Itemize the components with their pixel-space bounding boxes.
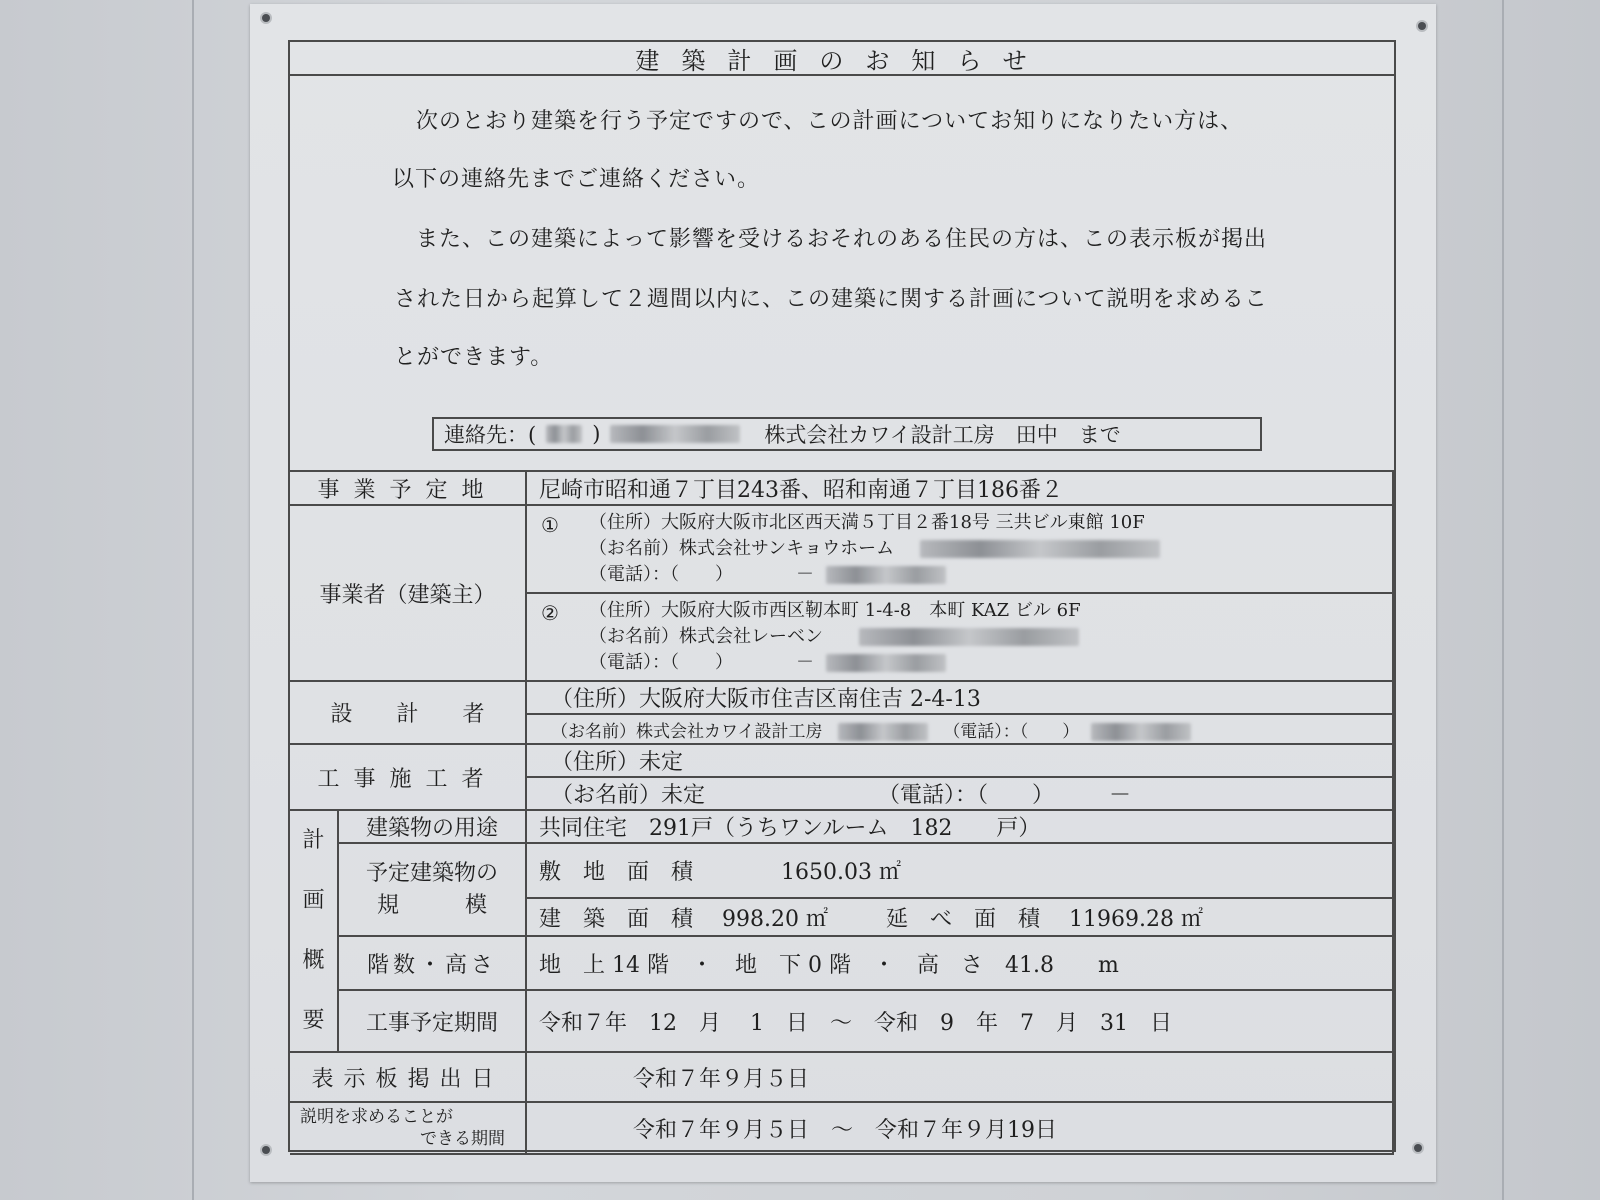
plan-floors-label: 階数・高さ: [338, 936, 526, 990]
plan-side-char: 概: [302, 948, 325, 973]
contact-close-paren: ): [592, 422, 601, 446]
contractor-name: （お名前）未定: [551, 783, 706, 808]
designer-address-row: [290, 681, 1393, 714]
explanation-label-line1: 説明を求めることが: [300, 1107, 453, 1127]
contact-box: [432, 417, 1262, 451]
info-table: [290, 470, 1394, 1155]
contractor-name-cell: [526, 777, 1393, 810]
wall-seam-right: [1502, 0, 1504, 1200]
owner-row: [290, 505, 1393, 681]
paragraph-line-4: された日から起算して２週間以内に、この建築に関する計画について説明を求めるこ: [394, 287, 1268, 312]
plan-floors-row: [290, 936, 1393, 990]
plan-period-label: 工事予定期間: [338, 990, 526, 1052]
screw-icon: [262, 14, 270, 22]
owner-phone: （電話）：（ ） －: [589, 652, 814, 673]
owner-entry-number: ①: [541, 513, 559, 537]
plan-floor-area: 延 べ 面 積 11969.28 ㎡: [886, 906, 1203, 932]
designer-name: （お名前）株式会社カワイ設計工房: [551, 721, 823, 742]
explanation-label-line2: できる期間: [420, 1129, 505, 1149]
plan-side-char: 画: [302, 888, 325, 913]
redacted-phone: [826, 566, 946, 584]
redacted-name: [838, 723, 928, 741]
plan-scale-label: [338, 843, 526, 936]
redacted-area-code: [546, 425, 582, 443]
owner-name: （お名前）株式会社サンキョウホーム: [589, 538, 895, 559]
site-row: [290, 471, 1393, 505]
plan-building-area: 建 築 面 積 998.20 ㎡: [539, 906, 828, 932]
plan-site-area-row: [290, 843, 1393, 898]
plan-floors-value: 地 上 14 階 ・ 地 下 0 階 ・ 高 さ 41.8 m: [526, 936, 1393, 990]
redacted-phone: [826, 654, 946, 672]
wall-seam-left: [192, 0, 194, 1200]
contractor-address-row: [290, 744, 1393, 777]
screw-icon: [1414, 1144, 1422, 1152]
contractor-address: （住所）未定: [526, 744, 1393, 777]
owner-phone-line: [539, 650, 1392, 676]
contact-prefix: 連絡先：(: [444, 423, 537, 447]
contractor-phone: （電話）：（ ） －: [878, 783, 1132, 808]
plan-scale-label-line1: 予定建築物の: [365, 860, 498, 886]
designer-label: 設 計 者: [290, 681, 526, 744]
owner-name: （お名前）株式会社レーベン: [589, 626, 823, 647]
plan-side-char: 要: [302, 1008, 325, 1033]
plan-side-label: [290, 810, 338, 1052]
posting-label: 表示板掲出日: [290, 1052, 526, 1102]
contractor-label: 工事施工者: [290, 744, 526, 810]
owner-entries: [526, 505, 1393, 681]
contact-company: 株式会社カワイ設計工房 田中 まで: [764, 423, 1121, 447]
redacted-phone: [1091, 723, 1191, 741]
owner-name-line: [539, 536, 1392, 562]
plan-period-row: [290, 990, 1393, 1052]
owner-entry-2: [527, 594, 1392, 680]
notice-board: [250, 4, 1436, 1182]
owner-entry-number: ②: [541, 601, 559, 625]
owner-label: 事業者（建築主）: [290, 505, 526, 681]
paragraph-line-5: とができます。: [394, 345, 554, 370]
paragraph-line-1: 次のとおり建築を行う予定ですので、この計画についてお知りになりたい方は、: [416, 109, 1244, 134]
explanation-row: [290, 1102, 1393, 1154]
explanation-value: 令和７年９月５日 ～ 令和７年９月19日: [526, 1102, 1393, 1154]
screw-icon: [262, 1146, 270, 1154]
redacted-phone: [610, 425, 740, 443]
plan-side-char: 計: [302, 828, 325, 853]
plan-area-cell: [526, 898, 1393, 936]
paragraph-line-2: 以下の連絡先までご連絡ください。: [392, 167, 761, 192]
paragraph-line-3: また、この建築によって影響を受けるおそれのある住民の方は、この表示板が掲出: [416, 227, 1268, 252]
owner-phone-line: [539, 562, 1392, 588]
owner-phone: （電話）：（ ） －: [589, 564, 814, 585]
screw-icon: [1418, 22, 1426, 30]
designer-address: （住所）大阪府大阪市住吉区南住吉 2-4-13: [526, 681, 1393, 714]
site-value: 尼崎市昭和通７丁目243番、昭和南通７丁目186番２: [526, 471, 1393, 505]
posting-row: [290, 1052, 1393, 1102]
plan-site-area: 敷 地 面 積 1650.03 ㎡: [526, 843, 1393, 898]
site-label: 事業予定地: [290, 471, 526, 505]
plan-use-row: [290, 810, 1393, 843]
plan-use-value: 共同住宅 291戸（うちワンルーム 182 戸）: [526, 810, 1393, 843]
designer-name-cell: [526, 714, 1393, 744]
designer-phone: （電話）：（ ）: [943, 721, 1080, 742]
posting-value: 令和７年９月５日: [526, 1052, 1393, 1102]
owner-entry-1: [527, 506, 1392, 594]
redacted-name: [859, 628, 1079, 646]
plan-use-label: 建築物の用途: [338, 810, 526, 843]
explanation-label: [290, 1102, 526, 1154]
owner-name-line: [539, 624, 1392, 650]
redacted-name: [920, 540, 1160, 558]
notice-title: 建築計画のお知らせ: [290, 42, 1394, 76]
plan-period-value: 令和７年 12 月 1 日 ～ 令和 9 年 7 月 31 日: [526, 990, 1393, 1052]
notice-frame: [288, 40, 1396, 1152]
owner-address: （住所）大阪府大阪市北区西天満５丁目２番18号 三共ビル東館 10F: [589, 512, 1145, 533]
owner-address: （住所）大阪府大阪市西区靭本町 1-4-8 本町 KAZ ビル 6F: [589, 600, 1081, 621]
plan-scale-label-line2: 規 模: [376, 892, 487, 918]
